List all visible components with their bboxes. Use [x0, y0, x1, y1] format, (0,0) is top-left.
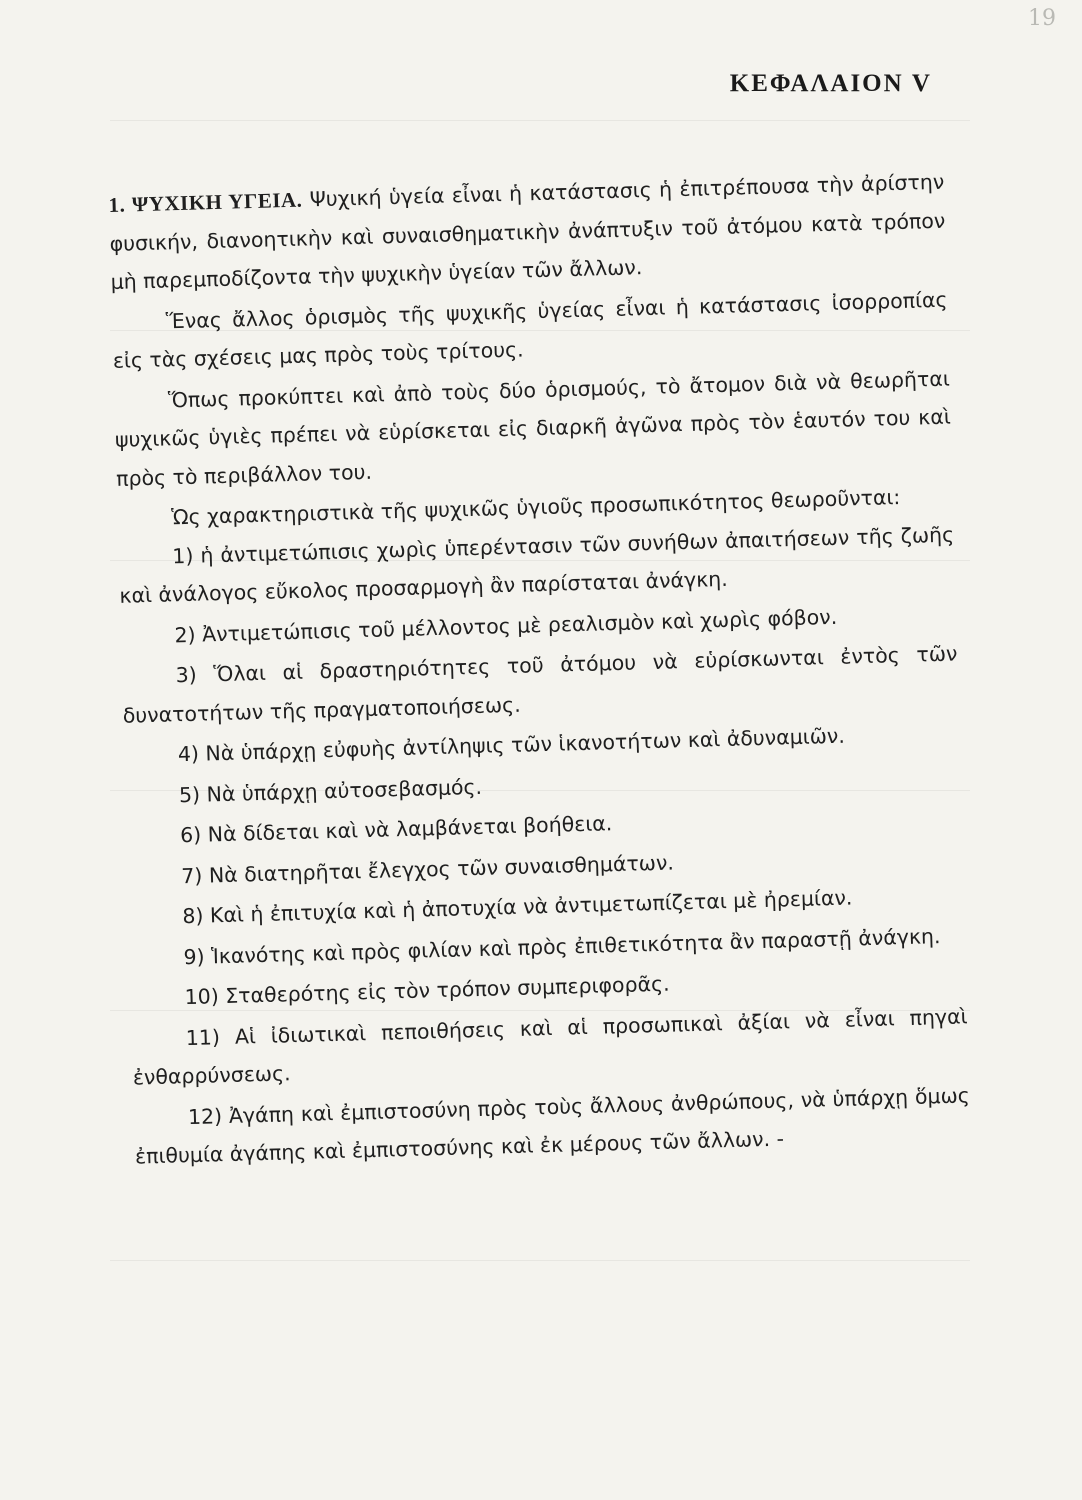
definition-text: Ψυχική ὑγεία εἶναι ἡ κατάστασις ἡ ἐπιτρέπουσα τὴν ἀρίστην φυσικήν, διανοητικὴν καὶ συναισθηματικὴν ἀνάπτυξιν τοῦ ἀτόμου κατὰ τρόπον μὴ παρεμποδίζοντα τὴν ψυχικὴν ὑγείαν τῶν ἄλλων. — [109, 169, 946, 294]
list-item-number: 8) — [182, 903, 204, 929]
list-item-text: Νὰ ὑπάρχῃ εὐφυὴς ἀντίληψις τῶν ἱκανοτήτων καὶ ἀδυναμιῶν. — [205, 723, 846, 766]
section-heading: 1. ΨΥΧΙΚΗ ΥΓΕΙΑ. — [108, 187, 303, 217]
list-item-number: 7) — [180, 863, 203, 888]
list-item-number: 12) — [187, 1103, 223, 1129]
list-item-text: Ἱκανότης καὶ πρὸς φιλίαν καὶ πρὸς ἐπιθετικότητα ἂν παραστῇ ἀνάγκη. — [210, 923, 941, 968]
list-item-text: Ἀγάπη καὶ ἐμπιστοσύνη πρὸς τοὺς ἄλλους ἀνθρώπους, νὰ ὑπάρχῃ ὅμως ἐπιθυμία ἀγάπης καὶ ἐμπιστοσύνης καὶ ἐκ μέρους τῶν ἄλλων. - — [134, 1082, 971, 1169]
list-item-text: Ἀντιμετώπισις τοῦ μέλλοντος μὲ ρεαλισμὸν καὶ χωρὶς φόβον. — [201, 604, 838, 647]
list-item-number: 6) — [179, 822, 202, 848]
text-body — [108, 163, 971, 1176]
paragraph-alt-definition: Ἕνας ἄλλος ὁρισμὸς τῆς ψυχικῆς ὑγείας εἶναι ἡ κατάστασις ἰσορροπίας εἰς τὰς σχέσεις μας πρὸς τοὺς τρίτους. — [112, 287, 948, 373]
list-item-text: Ὅλαι αἱ δραστηριότητες τοῦ ἀτόμου νὰ εὑρίσκωνται ἐντὸς τῶν δυνατοτήτων τῆς πραγματοποιήσεως. — [122, 641, 958, 728]
list-item-text: Νὰ διατηρῆται ἔλεγχος τῶν συναισθημάτων. — [208, 849, 675, 887]
list-item-number: 9) — [183, 944, 205, 969]
list-item-number: 2) — [174, 622, 196, 647]
list-item-number: 4) — [177, 741, 200, 767]
paragraph-conclusion: Ὅπως προκύπτει καὶ ἀπὸ τοὺς δύο ὁρισμούς, τὸ ἄτομον διὰ νὰ θεωρῆται ψυχικῶς ὑγιὲς πρέπει νὰ εὑρίσκεται εἰς διαρκῆ ἀγῶνα πρὸς τὸν ἑαυτόν του καὶ πρὸς τὸ περιβάλλον του. — [114, 366, 952, 491]
list-item-text: ἡ ἀντιμετώπισις χωρὶς ὑπερέντασιν τῶν συνήθων ἀπαιτήσεων τῆς ζωῆς καὶ ἀνάλογος εὔκολος προσαρμογὴ ἂν παρίσταται ἀνάγκη. — [119, 522, 955, 608]
list-item-text: Νὰ δίδεται καὶ νὰ λαμβάνεται βοήθεια. — [207, 811, 613, 847]
list-item-text: Καὶ ἡ ἐπιτυχία καὶ ἡ ἀποτυχία νὰ ἀντιμετωπίζεται μὲ ἠρεμίαν. — [209, 885, 853, 928]
list-item-number: 1) — [172, 543, 194, 568]
paragraph-characteristics-intro: Ὡς χαρακτηριστικὰ τῆς ψυχικῶς ὑγιοῦς προσωπικότητος θεωροῦνται: — [170, 485, 901, 530]
list-item-number: 5) — [178, 782, 201, 807]
page-corner-mark: 19 — [1028, 6, 1056, 31]
list-item-text: Νὰ ὑπάρχῃ αὐτοσεβασμός. — [206, 774, 483, 806]
definition-paragraph — [108, 163, 947, 302]
characteristics-list — [118, 515, 971, 1176]
list-item-number: 3) — [175, 662, 198, 688]
list-item-number: 10) — [184, 984, 220, 1010]
bleed-through-line — [110, 1260, 970, 1261]
bleed-through-line — [110, 120, 970, 121]
list-item-text: Σταθερότης εἰς τὸν τρόπον συμπεριφορᾶς. — [224, 971, 670, 1009]
list-item-number: 11) — [185, 1024, 221, 1050]
list-item-text: Αἱ ἰδιωτικαὶ πεποιθήσεις καὶ αἱ προσωπικαὶ ἀξίαι νὰ εἶναι πηγαὶ ἐνθαρρύνσεως. — [132, 1003, 968, 1090]
chapter-title: ΚΕΦΑΛΑΙΟΝ V — [729, 70, 932, 97]
